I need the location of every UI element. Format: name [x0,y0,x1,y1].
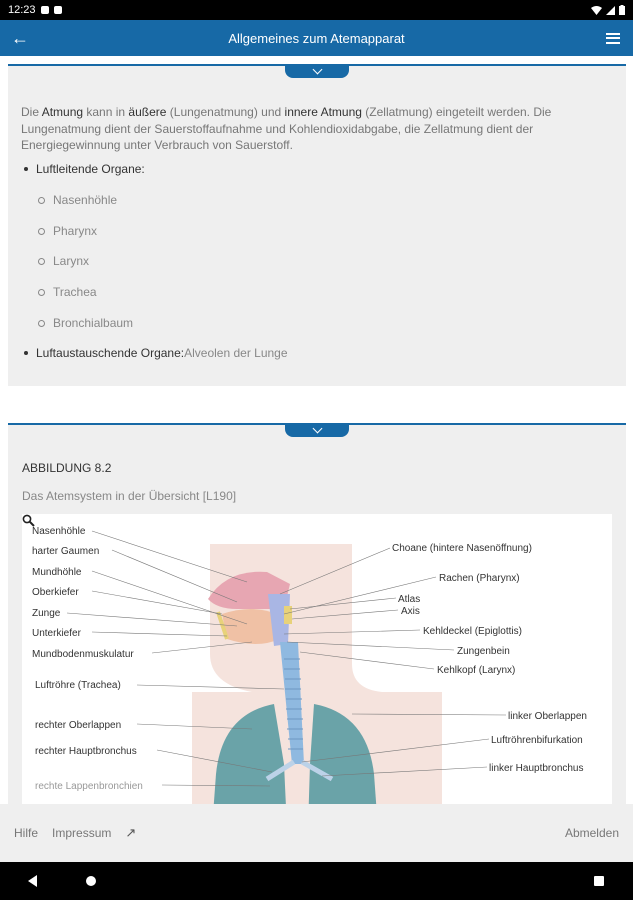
menu-button[interactable] [593,33,633,44]
notification-icon-2 [54,6,62,14]
nav-recents-icon[interactable] [594,876,604,886]
label-linker-oberlappen: linker Oberlappen [508,711,587,722]
respiratory-system-illustration [22,514,612,804]
status-bar [0,0,633,20]
wifi-icon [591,6,602,15]
chevron-down-icon [312,64,322,74]
bullet-luftaustauschende-organe [24,346,288,360]
term-innere-atmung: innere Atmung [284,105,362,119]
label-oberkiefer: Oberkiefer [32,587,79,598]
notification-icon [41,6,49,14]
label-kehlkopf: Kehlkopf (Larynx) [437,665,516,676]
sub-item: Larynx [38,254,89,268]
label-linker-hauptbronchus: linker Hauptbronchus [489,763,584,774]
hamburger-icon [606,33,620,44]
nav-back-icon[interactable] [28,875,37,887]
content-area[interactable] [0,56,633,804]
sub-item: Bronchialbaum [38,316,133,330]
page-title: Allgemeines zum Atemapparat [228,30,405,46]
bullet-text: Alveolen der Lunge [184,346,288,360]
figure-caption: Das Atemsystem in der Übersicht [L190] [22,489,237,503]
magnifier-icon[interactable] [22,514,35,527]
app-bar [0,20,633,56]
sub-item: Nasenhöhle [38,193,117,207]
label-rechter-hauptbronchus: rechter Hauptbronchus [35,746,137,757]
term-aeussere: äußere [128,105,167,119]
nav-home-icon[interactable] [86,876,96,886]
help-link[interactable]: Hilfe [14,826,39,840]
figure-image[interactable] [22,514,612,804]
intro-paragraph: Die Atmung kann in äußere (Lungenatmung) und innere Atmung (Zellatmung) eingeteilt werden. Die Lungenatmung dient der Sauerstoffaufnahme und Kohlendioxidabgabe, die Zellatmung dient der Energiegewinnung unter Verbrauch von Sauerstoff. [21,105,552,152]
signal-icon [606,6,615,15]
label-unterkiefer: Unterkiefer [32,628,81,639]
imprint-link[interactable]: Impressum [52,826,112,840]
collapse-tab-2[interactable] [285,423,349,437]
chevron-down-icon [312,423,322,433]
label-mundhoehle: Mundhöhle [32,567,82,578]
footer-bar [0,804,633,862]
bullet-label: Luftaustauschende Organe: [36,346,185,360]
label-atlas: Atlas [398,594,421,605]
label-harter-gaumen: harter Gaumen [32,546,100,557]
label-luftroehrenbifurkation: Luftröhrenbifurkation [491,735,583,746]
figure-section [8,423,626,804]
text-section [8,64,626,386]
status-time: 12:23 [8,4,36,16]
collapse-tab[interactable] [285,64,349,78]
arrow-left-icon[interactable]: ← [11,27,29,48]
figure-label: ABBILDUNG 8.2 [22,461,112,475]
label-luftroehre: Luftröhre (Trachea) [35,680,121,691]
term-atmung: Atmung [41,105,84,119]
label-axis: Axis [401,606,420,617]
label-zunge: Zunge [32,608,61,619]
label-rechte-lappenbronchien: rechte Lappenbronchien [35,781,143,792]
sub-item: Trachea [38,285,97,299]
sub-item: Pharynx [38,224,97,238]
label-choane: Choane (hintere Nasenöffnung) [392,543,532,554]
label-rechter-oberlappen: rechter Oberlappen [35,720,122,731]
label-kehldeckel: Kehldeckel (Epiglottis) [423,626,522,637]
logout-link[interactable]: Abmelden [564,826,619,840]
share-icon[interactable]: ↗ [125,825,137,840]
label-nasenhoehle: Nasenhöhle [32,526,86,537]
bullet-luftleitende-organe: Luftleitende Organe: [24,162,145,176]
battery-icon [619,5,625,15]
label-rachen: Rachen (Pharynx) [439,573,520,584]
label-mundbodenmuskulatur: Mundbodenmuskulatur [32,649,134,660]
label-zungenbein: Zungenbein [457,646,510,657]
system-nav-bar [0,862,633,900]
